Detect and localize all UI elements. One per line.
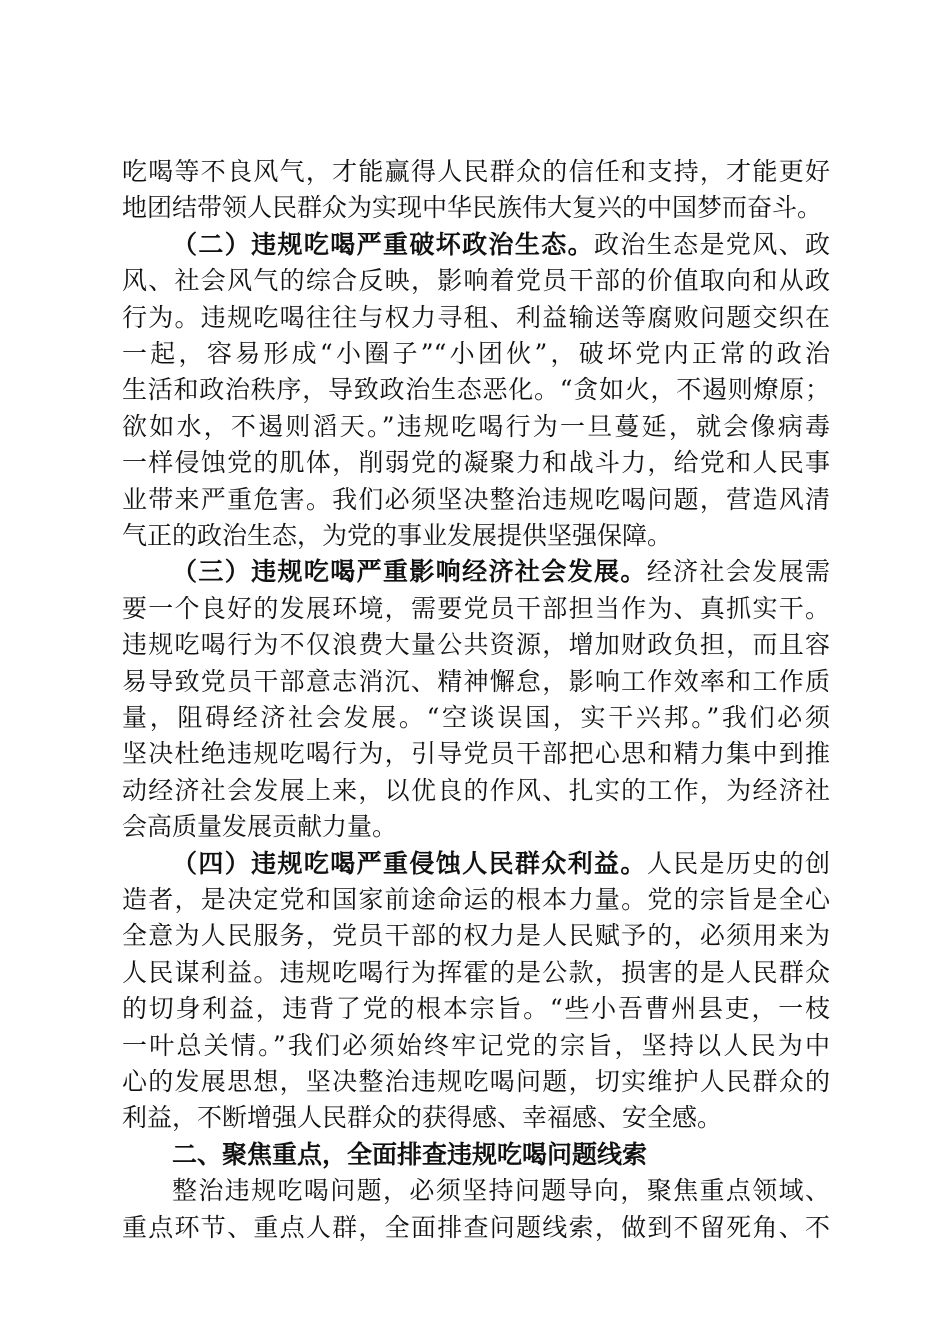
text-line bbox=[122, 953, 830, 993]
text-line bbox=[122, 516, 830, 556]
text-line bbox=[122, 880, 830, 920]
text-line bbox=[122, 188, 830, 228]
text-run: 全意为人民服务，党员干部的权力是人民赋予的，必须用来为 bbox=[122, 921, 830, 951]
text-run: 违规吃喝行为不仅浪费大量公共资源，增加财政负担，而且容 bbox=[122, 630, 830, 660]
text-line bbox=[122, 407, 830, 447]
text-run: 人民是历史的创 bbox=[646, 848, 830, 878]
text-line bbox=[122, 1062, 830, 1102]
text-run: 业带来严重危害。我们必须坚决整治违规吃喝问题，营造风清 bbox=[122, 484, 830, 514]
text-run: 心的发展思想，坚决整治违规吃喝问题，切实维护人民群众的 bbox=[122, 1067, 830, 1096]
text-line bbox=[122, 989, 830, 1029]
bold-text-run: （三）违规吃喝严重影响经济社会发展。 bbox=[172, 557, 647, 587]
text-run: 经济社会发展需 bbox=[646, 557, 830, 587]
bold-text-run: （二）违规吃喝严重破坏政治生态。 bbox=[172, 229, 594, 259]
text-line bbox=[172, 552, 830, 592]
text-line bbox=[122, 334, 830, 374]
text-line bbox=[122, 152, 830, 192]
text-line bbox=[122, 916, 830, 956]
text-run: 的切身利益，违背了党的根本宗旨。“些小吾曹州县吏，一枝 bbox=[122, 994, 830, 1024]
text-run: 行为。违规吃喝往往与权力寻租、利益输送等腐败问题交织在 bbox=[122, 302, 830, 332]
text-run: 气正的政治生态，为党的事业发展提供坚强保障。 bbox=[122, 521, 673, 550]
text-run: 生活和政治秩序，导致政治生态恶化。“贪如火，不遏则燎原； bbox=[122, 375, 830, 405]
text-run: 整治违规吃喝问题，必须坚持问题导向，聚焦重点领域、 bbox=[172, 1176, 830, 1206]
text-run: 吃喝等不良风气，才能赢得人民群众的信任和支持，才能更好 bbox=[122, 157, 830, 186]
text-run: 地团结带领人民群众为实现中华民族伟大复兴的中国梦而奋斗。 bbox=[122, 193, 823, 223]
text-line bbox=[122, 1098, 830, 1138]
text-run: 量，阻碍经济社会发展。“空谈误国，实干兴邦。”我们必须 bbox=[122, 703, 830, 732]
text-line bbox=[172, 1135, 830, 1175]
text-line bbox=[122, 734, 830, 774]
text-line bbox=[122, 480, 830, 520]
text-run: 会高质量发展贡献力量。 bbox=[122, 812, 398, 842]
text-line bbox=[122, 1208, 830, 1248]
text-line bbox=[122, 807, 830, 847]
text-line bbox=[122, 662, 830, 702]
text-run: 易导致党员干部意志消沉、精神懈怠，影响工作效率和工作质 bbox=[122, 666, 830, 696]
text-line bbox=[122, 589, 830, 629]
text-run: 人民谋利益。违规吃喝行为挥霍的是公款，损害的是人民群众 bbox=[122, 957, 830, 987]
bold-text-run: （四）违规吃喝严重侵蚀人民群众利益。 bbox=[172, 848, 647, 878]
text-run: 坚决杜绝违规吃喝行为，引导党员干部把心思和精力集中到推 bbox=[122, 739, 830, 769]
text-line bbox=[122, 1026, 830, 1066]
text-line bbox=[122, 370, 830, 410]
text-line bbox=[122, 443, 830, 483]
text-line bbox=[172, 1171, 830, 1211]
text-line bbox=[122, 298, 830, 338]
text-run: 一样侵蚀党的肌体，削弱党的凝聚力和战斗力，给党和人民事 bbox=[122, 448, 830, 478]
text-run: 要一个良好的发展环境，需要党员干部担当作为、真抓实干。 bbox=[122, 593, 830, 623]
bold-text-run: 二、聚焦重点，全面排查违规吃喝问题线索 bbox=[172, 1139, 648, 1169]
text-line bbox=[172, 225, 830, 265]
text-run: 一叶总关情。”我们必须始终牢记党的宗旨，坚持以人民为中 bbox=[122, 1030, 830, 1060]
text-line bbox=[122, 625, 830, 665]
text-run: 重点环节、重点人群，全面排查问题线索，做到不留死角、不 bbox=[122, 1212, 830, 1242]
text-run: 利益，不断增强人民群众的获得感、幸福感、安全感。 bbox=[122, 1103, 723, 1133]
text-run: 政治生态是党风、政 bbox=[593, 229, 830, 259]
text-line bbox=[122, 698, 830, 738]
text-run: 风、社会风气的综合反映，影响着党员干部的价值取向和从政 bbox=[122, 266, 830, 296]
text-line bbox=[122, 261, 830, 301]
text-line bbox=[122, 771, 830, 811]
text-run: 动经济社会发展上来，以优良的作风、扎实的工作，为经济社 bbox=[122, 775, 830, 805]
text-run: 一起，容易形成“小圈子”“小团伙”，破坏党内正常的政治 bbox=[122, 339, 830, 368]
text-run: 欲如水，不遏则滔天。”违规吃喝行为一旦蔓延，就会像病毒 bbox=[122, 411, 830, 441]
text-line bbox=[172, 844, 830, 884]
text-run: 造者，是决定党和国家前途命运的根本力量。党的宗旨是全心 bbox=[122, 885, 830, 914]
